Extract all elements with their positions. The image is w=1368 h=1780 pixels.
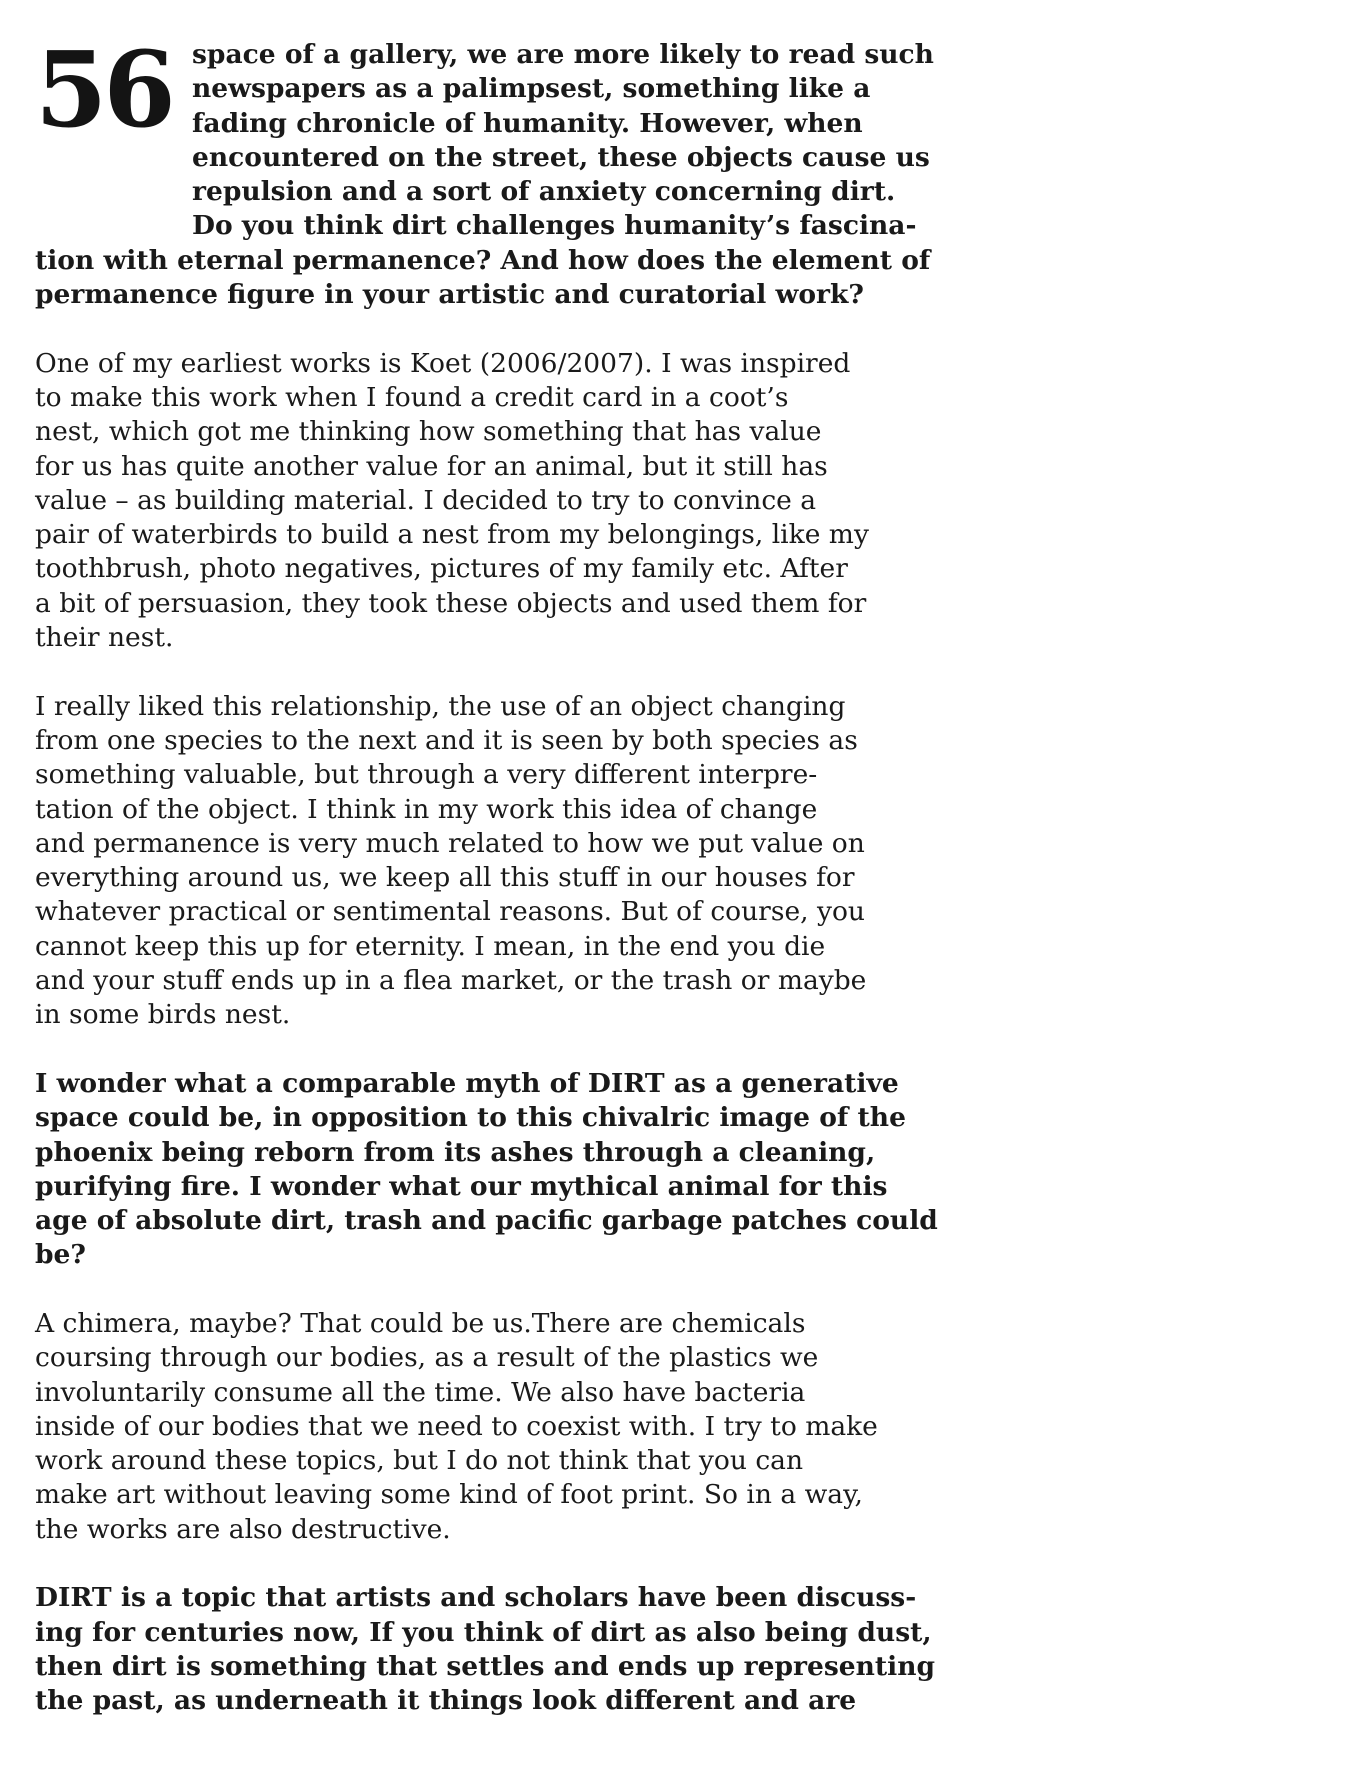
text-line: a bit of persuasion, they took these objects and used them for: [35, 587, 867, 619]
text-line: ing for centuries now, If you think of dirt as also being dust,: [35, 1616, 932, 1648]
text-line: in some birds nest.: [35, 999, 291, 1031]
text-line: phoenix being reborn from its ashes through a cleaning,: [35, 1136, 876, 1168]
text-line: nest, which got me thinking how something that has value: [35, 416, 822, 448]
text-line: then dirt is something that settles and ends up representing: [35, 1650, 936, 1682]
text-line: value – as building material. I decided to try to convince a: [35, 484, 817, 516]
text-line: I really liked this relationship, the use of an object changing: [35, 690, 846, 722]
text-line: be?: [35, 1239, 86, 1271]
text-line: make art without leaving some kind of foot print. So in a way,: [35, 1479, 863, 1511]
text-line: purifying fire. I wonder what our mythical animal for this: [35, 1170, 888, 1202]
text-line: whatever practical or sentimental reasons. But of course, you: [35, 896, 865, 928]
text-line: and permanence is very much related to how we put value on: [35, 827, 865, 859]
text-line: One of my earliest works is Koet (2006/2007). I was inspired: [35, 347, 851, 379]
text-line: I wonder what a comparable myth of DIRT as a generative: [35, 1067, 899, 1099]
text-line: A chimera, maybe? That could be us.There are chemicals: [35, 1307, 806, 1339]
text-line: tation of the object. I think in my work this idea of change: [35, 793, 818, 825]
answer-paragraph-3: [35, 1307, 878, 1547]
text-line: work around these topics, but I do not think that you can: [35, 1445, 804, 1477]
text-line: permanence figure in your artistic and curatorial work?: [35, 279, 864, 311]
page-number: 56: [35, 28, 172, 151]
answer-paragraph-1: [35, 347, 869, 656]
text-line: pair of waterbirds to build a nest from my belongings, like my: [35, 519, 869, 551]
text-line: DIRT is a topic that artists and scholars have been discuss-: [35, 1582, 917, 1614]
text-line: their nest.: [35, 622, 174, 654]
text-line: newspapers as a palimpsest, something like a: [192, 73, 871, 105]
text-line: repulsion and a sort of anxiety concerning dirt.: [192, 176, 896, 208]
text-line: fading chronicle of humanity. However, when: [192, 107, 863, 139]
text-line: the works are also destructive.: [35, 1513, 451, 1545]
text-line: Do you think dirt challenges humanity’s fascina-: [192, 210, 917, 242]
text-line: coursing through our bodies, as a result of the plastics we: [35, 1342, 819, 1374]
text-line: something valuable, but through a very different interpre-: [35, 759, 818, 791]
text-line: encountered on the street, these objects cause us: [192, 141, 930, 173]
text-line: age of absolute dirt, trash and pacific garbage patches could: [35, 1205, 938, 1237]
text-line: for us has quite another value for an animal, but it still has: [35, 450, 828, 482]
text-line: tion with eternal permanence? And how does the element of: [35, 244, 931, 276]
text-line: cannot keep this up for eternity. I mean, in the end you die: [35, 930, 826, 962]
text-line: and your stuff ends up in a flea market, or the trash or maybe: [35, 965, 867, 997]
text-line: toothbrush, photo negatives, pictures of my family etc. After: [35, 553, 848, 585]
text-line: space of a gallery, we are more likely to read such: [192, 39, 934, 70]
page-text-column: [35, 28, 938, 1753]
text-line: space could be, in opposition to this chivalric image of the: [35, 1102, 906, 1134]
text-line: inside of our bodies that we need to coexist with. I try to make: [35, 1410, 878, 1442]
text-line: everything around us, we keep all this stuff in our houses for: [35, 862, 855, 894]
text-line: from one species to the next and it is seen by both species as: [35, 724, 858, 756]
question-paragraph-3: [35, 1581, 936, 1718]
question-paragraph-2: [35, 1067, 938, 1273]
text-line: involuntarily consume all the time. We also have bacteria: [35, 1376, 806, 1408]
text-line: the past, as underneath it things look different and are: [35, 1685, 857, 1717]
text-line: to make this work when I found a credit card in a coot’s: [35, 381, 789, 413]
answer-paragraph-2: [35, 690, 867, 1033]
